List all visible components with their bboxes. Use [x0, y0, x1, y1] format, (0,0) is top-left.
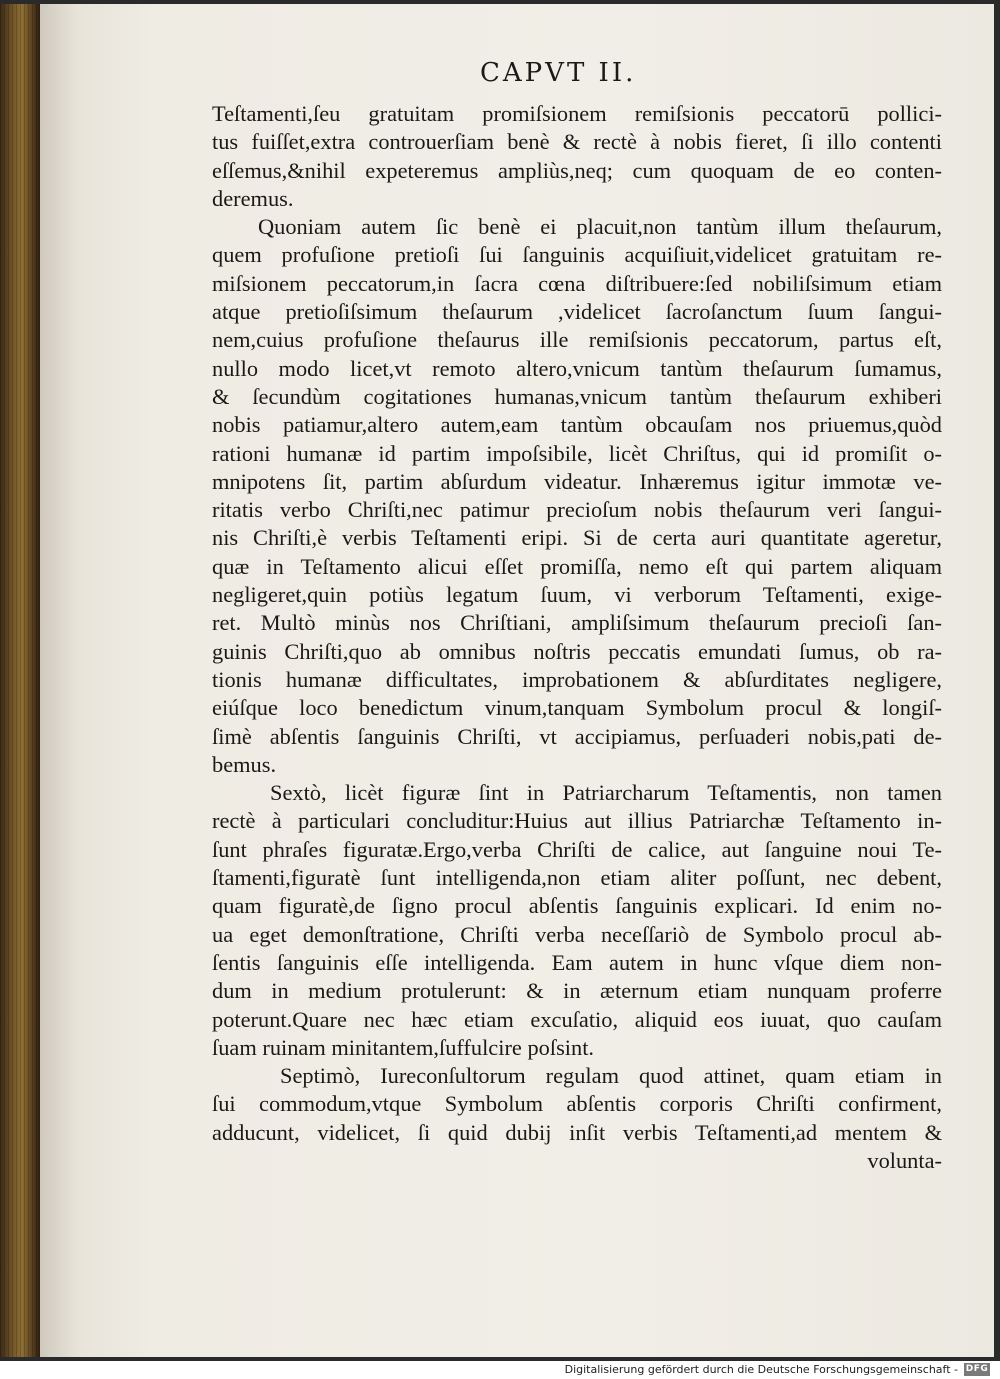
- text-line: nem,cuius profuſione theſaurus ille remiſsionis peccatorum, partus eſt,: [212, 327, 942, 353]
- text-line: rectè à particulari concluditur:Huius aut illius Patriarchæ Teſtamento in-: [212, 808, 942, 834]
- text-line: Sextò, licèt figuræ ſint in Patriarcharum Teſtamentis, non tamen: [270, 780, 942, 806]
- text-line: adducunt, videlicet, ſi quid dubij inſit verbis Teſtamenti,ad mentem &: [212, 1119, 942, 1145]
- text-line: dum in medium protulerunt: & in æternum etiam nunquam proferre: [212, 978, 942, 1004]
- text-line: nis Chriſti,è verbis Teſtamenti eripi. Si de certa auri quantitate ageretur,: [212, 525, 942, 551]
- text-line: quam figuratè,de ſigno procul abſentis ſanguinis explicari. Id enim no-: [212, 893, 942, 919]
- text-line: mnipotens ſit, partim abſurdum videatur. Inhæremus igitur immotæ ve-: [212, 468, 942, 494]
- book-edge-texture: [0, 0, 40, 1360]
- text-line: miſsionem peccatorum,in ſacra cœna diſtribuere:ſed nobiliſsimum etiam: [212, 270, 942, 296]
- text-line: bemus.: [212, 751, 277, 777]
- text-line: guinis Chriſti,quo ab omnibus noſtris peccatis emundati ſumus, ob ra-: [212, 638, 942, 664]
- text-line: ua eget demonſtratione, Chriſti verba neceſſariò de Symbolo procul ab-: [212, 921, 942, 947]
- text-line: ritatis verbo Chriſti,nec patimur precioſum nobis theſaurum veri ſangui-: [212, 497, 942, 523]
- text-line: poterunt.Quare nec hæc etiam excuſatio, aliquid eos iuuat, quo cauſam: [212, 1006, 942, 1032]
- running-title: CAPVT II.: [480, 58, 637, 88]
- body-text: [212, 100, 942, 1175]
- text-line: ſuam ruinam minitantem,ſuffulcire poſsint.: [212, 1034, 595, 1060]
- text-line: ſimè abſentis ſanguinis Chriſti, vt accipiamus, perſuaderi nobis,pati de-: [212, 723, 942, 749]
- text-line: quem profuſione pretioſi ſui ſanguinis acquiſiuit,videlicet gratuitam re-: [212, 242, 942, 268]
- text-line: ſui commodum,vtque Symbolum abſentis corporis Chriſti confirment,: [212, 1091, 942, 1117]
- text-line: tus fuiſſet,extra controuerſiam benè & rectè à nobis fieret, ſi illo contenti: [212, 129, 942, 155]
- text-line: Septimò, Iureconſultorum regulam quod attinet, quam etiam in: [280, 1063, 942, 1089]
- catchword: volunta-: [867, 1147, 942, 1173]
- funding-credit: Digitalisierung gefördert durch die Deutsche Forschungsgemeinschaft -: [564, 1363, 958, 1376]
- text-line: eſſemus,&nihil expeteremus ampliùs,neq; cum quoquam de eo conten-: [212, 157, 942, 183]
- text-line: quæ in Teſtamento alicui eſſet promiſſa, nemo eſt qui partem aliquam: [212, 553, 942, 579]
- text-line: & ſecundùm cogitationes humanas,vnicum tantùm theſaurum exhiberi: [212, 383, 942, 409]
- text-line: nullo modo licet,vt remoto altero,vnicum tantùm theſaurum ſumamus,: [212, 355, 942, 381]
- text-line: nobis patiamur,altero autem,eam tantùm obcauſam nos priuemus,quòd: [212, 412, 942, 438]
- text-line: eiúſque loco benedictum vinum,tanquam Symbolum procul & longiſ-: [212, 695, 942, 721]
- scan-frame-right: [994, 0, 1000, 1360]
- text-line: ſtamenti,figuratè ſunt intelligenda,non etiam aliter poſſunt, nec debent,: [212, 865, 942, 891]
- text-line: tionis humanæ difficultates, improbationem & abſurditates negligere,: [212, 666, 942, 692]
- text-line: ſunt phraſes figuratæ.Ergo,verba Chriſti de calice, aut ſanguine noui Te-: [212, 836, 942, 862]
- text-line: negligeret,quin potiùs legatum ſuum, vi verborum Teſtamenti, exige-: [212, 582, 942, 608]
- text-line: rationi humanæ id partim impoſsibile, licèt Chriſtus, qui id promiſit o-: [212, 440, 942, 466]
- text-line: ret. Multò minùs nos Chriſtiani, ampliſsimum theſaurum precioſi ſan-: [212, 610, 942, 636]
- text-line: Quoniam autem ſic benè ei placuit,non tantùm illum theſaurum,: [258, 214, 942, 240]
- text-line: ſentis ſanguinis eſſe intelligenda. Eam autem in hunc vſque diem non-: [212, 949, 942, 975]
- text-line: atque pretioſiſsimum theſaurum ,videlicet ſacroſanctum ſuum ſangui-: [212, 299, 942, 325]
- dfg-logo: DFG: [965, 1364, 989, 1374]
- text-line: deremus.: [212, 185, 294, 211]
- text-line: Teſtamenti,ſeu gratuitam promiſsionem remiſsionis peccatorū pollici-: [212, 101, 942, 126]
